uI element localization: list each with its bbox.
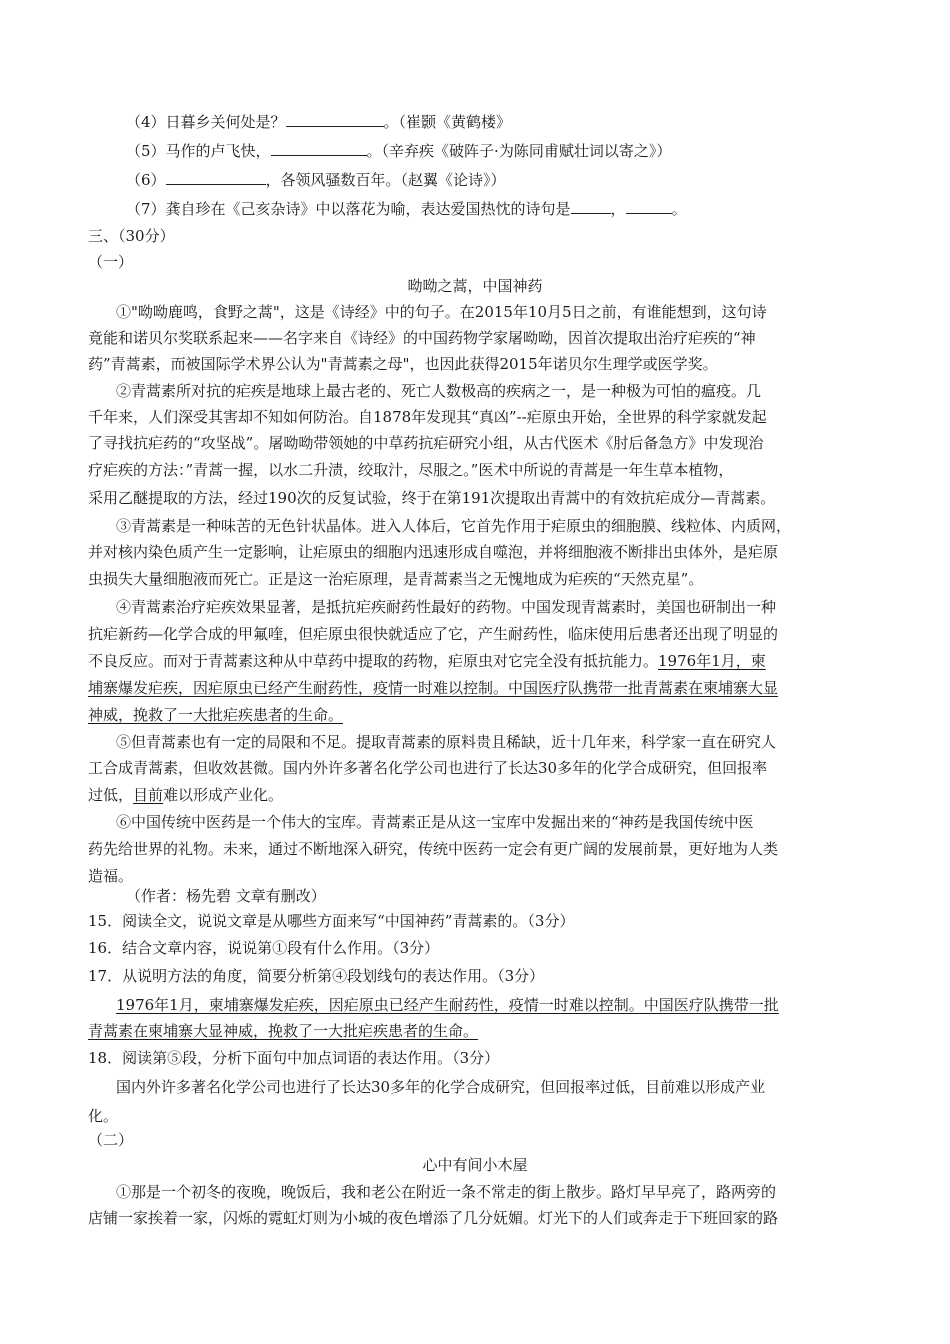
answer-blank[interactable] <box>626 199 672 214</box>
item-end: 。 <box>671 200 687 218</box>
article-title: 心中有间小木屋 <box>422 1156 528 1174</box>
paragraph-line: 抗疟新药—化学合成的甲氟喹，但疟原虫很快就适应了它，产生耐药性，临床使用后患者还出现了明显的 <box>88 625 779 643</box>
answer-blank[interactable] <box>166 170 266 185</box>
answer-blank[interactable] <box>286 112 384 127</box>
author-note: （作者：杨先碧 文章有删改） <box>126 887 326 905</box>
paragraph-line: ②青蒿素所对抗的疟疾是地球上最古老的、死亡人数极高的疾病之一，是一种极为可怕的瘟疫。几 <box>116 382 762 400</box>
item-separator: ， <box>610 200 626 218</box>
quoted-sentence: 1976年1月，柬埔寨爆发疟疾，因疟原虫已经产生耐药性，疫情一时难以控制。中国医疗队携带一批 <box>116 996 779 1014</box>
poetry-item-5 <box>126 141 671 161</box>
quoted-sentence: 化。 <box>88 1107 119 1125</box>
plain-text: 不良反应。而对于青蒿素这种从中草药中提取的药物，疟原虫对它完全没有抵抗能力。 <box>88 652 659 670</box>
paragraph-line: 疗疟疾的方法：”青蒿一握，以水二升渍，绞取汁，尽服之。”医术中所说的青蒿是一年生草本植物， <box>88 461 734 479</box>
answer-blank[interactable] <box>271 141 367 156</box>
section-heading: 三、（30分） <box>88 227 175 245</box>
paragraph-line: ①"呦呦鹿鸣，食野之蒿"，这是《诗经》中的句子。在2015年10月5日之前，有谁能想到，这句诗 <box>116 303 767 321</box>
question-17: 17．从说明方法的角度，简要分析第④段划线句的表达作用。（3分） <box>88 967 545 985</box>
item-text: （5）马作的卢飞快， <box>126 142 271 160</box>
article-title: 呦呦之蒿，中国神药 <box>407 277 543 295</box>
plain-text: 过低， <box>88 786 134 804</box>
underlined-sentence: 神威，挽救了一大批疟疾患者的生命。 <box>88 706 344 724</box>
item-text: （7）龚自珍在《己亥杂诗》中以落花为喻，表达爱国热忱的诗句是 <box>126 200 571 218</box>
item-source: ，各领风骚数百年。（赵翼《论诗》） <box>265 171 506 189</box>
paragraph-line: ⑥中国传统中医药是一个伟大的宝库。青蒿素正是从这一宝库中发掘出来的“神药是我国传统中医 <box>116 813 754 831</box>
paragraph-line <box>88 651 766 671</box>
item-text: （6） <box>126 171 166 189</box>
poetry-item-7 <box>126 199 687 219</box>
question-16: 16．结合文章内容，说说第①段有什么作用。（3分） <box>88 939 440 957</box>
paragraph-line: ①那是一个初冬的夜晚，晚饭后，我和老公在附近一条不常走的街上散步。路灯早早亮了，路两旁的 <box>116 1183 777 1201</box>
paragraph-line: 了寻找抗疟药的“攻坚战”。屠呦呦带领她的中草药抗疟研究小组，从古代医术《肘后备急方》中发现治 <box>88 434 764 452</box>
underlined-sentence: 1976年1月，柬 <box>658 652 766 670</box>
quoted-sentence: 青蒿素在柬埔寨大显神威，挽救了一大批疟疾患者的生命。 <box>88 1022 479 1040</box>
paragraph-line: 工合成青蒿素，但收效甚微。国内外许多著名化学公司也进行了长达30多年的化学合成研究，但回报率 <box>88 759 768 777</box>
paragraph-line: 药先给世界的礼物。未来，通过不断地深入研究，传统中医药一定会有更广阔的发展前景，更好地为人类 <box>88 840 779 858</box>
paragraph-line: 采用乙醚提取的方法，经过190次的反复试验，终于在第191次提取出青蒿中的有效抗疟成分—青蒿素。 <box>88 489 776 507</box>
paragraph-line <box>88 785 283 805</box>
paragraph-line: 店铺一家挨着一家，闪烁的霓虹灯则为小城的夜色增添了几分妩媚。灯光下的人们或奔走于下班回家的路 <box>88 1209 779 1227</box>
paragraph-line: 并对核内染色质产生一定影响，让疟原虫的细胞内迅速形成自噬泡，并将细胞液不断排出虫体外，是疟原 <box>88 543 779 561</box>
item-source: 。（辛弃疾《破阵子·为陈同甫赋壮词以寄之》） <box>366 142 672 160</box>
underlined-sentence: 埔寨爆发疟疾，因疟原虫已经产生耐药性，疫情一时难以控制。中国医疗队携带一批青蒿素在柬埔寨大显 <box>88 679 779 697</box>
answer-blank[interactable] <box>571 199 611 214</box>
paragraph-line: 药”青蒿素，而被国际学术界公认为"青蒿素之母"，也因此获得2015年诺贝尔生理学或医学奖。 <box>88 355 718 373</box>
paragraph-line: 竟能和诺贝尔奖联系起来——名字来自《诗经》的中国药物学家屠呦呦，因首次提取出治疗疟疾的“神 <box>88 329 756 347</box>
dotted-word: 目前 <box>133 786 164 804</box>
question-15: 15．阅读全文，说说文章是从哪些方面来写“中国神药”青蒿素的。（3分） <box>88 912 575 930</box>
paragraph-line: ⑤但青蒿素也有一定的局限和不足。提取青蒿素的原料贵且稀缺，近十几年来，科学家一直在研究人 <box>116 733 777 751</box>
item-text: （4）日暮乡关何处是？ <box>126 113 286 131</box>
poetry-item-4 <box>126 112 511 132</box>
plain-text: 难以形成产业化。 <box>163 786 284 804</box>
paragraph-line: 千年来，人们深受其害却不知如何防治。自1878年发现其“真凶”--疟原虫开始，全世界的科学家就发起 <box>88 408 767 426</box>
part-label: （一） <box>88 253 134 271</box>
quoted-sentence: 国内外许多著名化学公司也进行了长达30多年的化学合成研究，但回报率过低，目前难以形成产业 <box>116 1078 766 1096</box>
question-18: 18．阅读第⑤段，分析下面句中加点词语的表达作用。（3分） <box>88 1049 500 1067</box>
part-label: （二） <box>88 1131 134 1149</box>
paragraph-line: 造福。 <box>88 867 134 885</box>
paragraph-line: ④青蒿素治疗疟疾效果显著，是抵抗疟疾耐药性最好的药物。中国发现青蒿素时，美国也研制出一种 <box>116 598 777 616</box>
paragraph-line: 虫损失大量细胞液而死亡。正是这一治疟原理，是青蒿素当之无愧地成为疟疾的“天然克星”。 <box>88 570 704 588</box>
item-source: 。（崔颢《黄鹤楼》 <box>383 113 512 131</box>
paragraph-line: ③青蒿素是一种味苦的无色针状晶体。进入人体后，它首先作用于疟原虫的细胞膜、线粒体、内质网， <box>116 517 792 535</box>
poetry-item-6 <box>126 170 506 190</box>
